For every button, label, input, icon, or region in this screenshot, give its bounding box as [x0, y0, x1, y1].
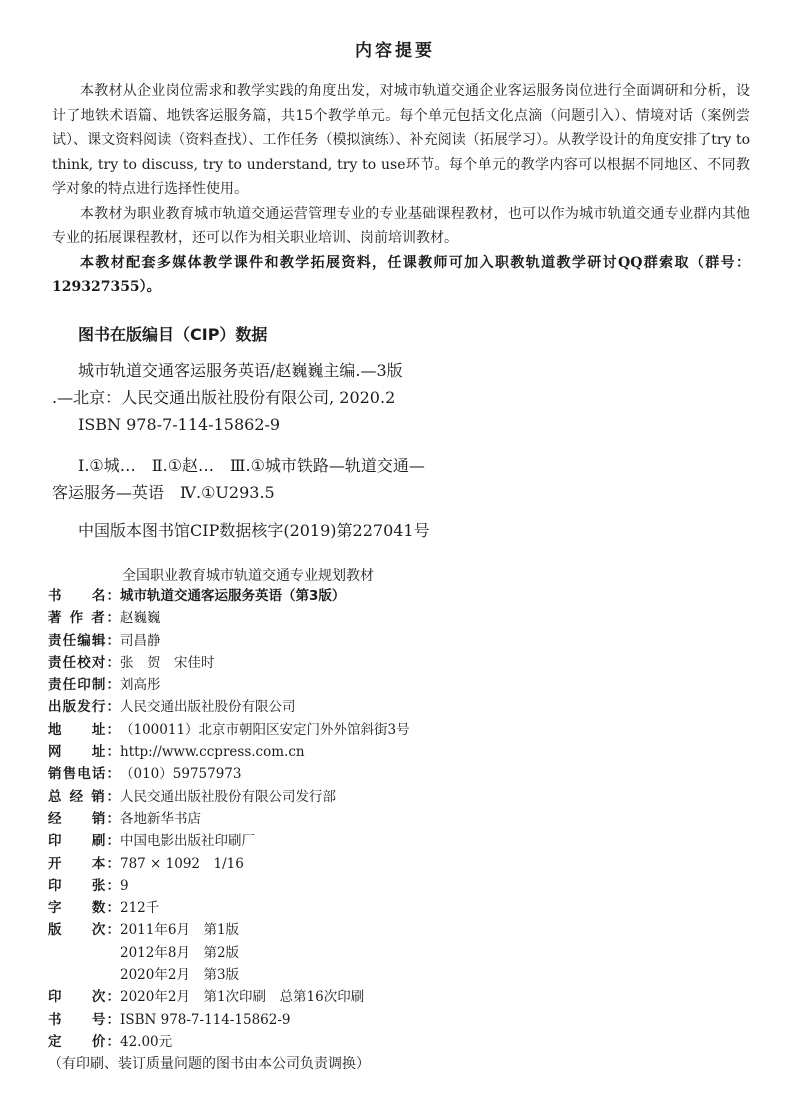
info-value: （010）59757973: [120, 766, 242, 783]
cip-line-isbn: ISBN 978-7-114-15862-9: [78, 415, 281, 434]
info-value: 司昌静: [120, 632, 161, 649]
cip-line-title: 城市轨道交通客运服务英语/赵巍巍主编.—3版: [78, 361, 403, 380]
info-row-author: [48, 607, 410, 629]
info-value: 中国电影出版社印刷厂: [120, 833, 255, 850]
summary-heading: 内容提要: [355, 41, 435, 61]
info-label: 书 名：: [48, 588, 120, 604]
cip-record: [52, 517, 430, 544]
info-label: 印 张：: [48, 877, 120, 894]
info-row-sales-phone: [48, 763, 410, 785]
cip-line-publisher: .—北京：人民交通出版社股份有限公司, 2020.2: [52, 388, 396, 407]
info-row-isbn: [48, 1009, 410, 1031]
info-label: 书 号：: [48, 1011, 120, 1028]
info-label-empty: [48, 964, 120, 986]
info-label: 印 次：: [48, 989, 120, 1006]
info-row-publisher: [48, 696, 410, 718]
info-row-edition-3: [48, 964, 410, 986]
series-name: 全国职业教育城市轨道交通专业规划教材: [122, 568, 374, 584]
info-value: 2020年2月 第1次印刷 总第16次印刷: [120, 989, 365, 1006]
info-value: 2011年6月 第1版: [120, 922, 240, 939]
summary-paragraph-2: 本教材为职业教育城市轨道交通运营管理专业的专业基础课程教材，也可以作为城市轨道交通专业群内其他专业的拓展课程教材，还可以作为相关职业培训、岗前培训教材。: [52, 205, 750, 246]
info-value: （100011）北京市朝阳区安定门外外馆斜街3号: [120, 721, 410, 738]
info-value: 各地新华书店: [120, 810, 201, 827]
info-value: http://www.ccpress.com.cn: [120, 744, 305, 761]
quality-note: （有印刷、装订质量问题的图书由本公司负责调换）: [48, 1056, 370, 1072]
info-value: 9: [120, 877, 129, 894]
info-row-word-count: [48, 897, 410, 919]
publication-info: [48, 585, 410, 1053]
cip-record-number: 中国版本图书馆CIP数据核字(2019)第227041号: [78, 521, 430, 540]
info-label: 定 价：: [48, 1033, 120, 1050]
cip-classification: [52, 452, 425, 506]
info-row-distributor: [48, 808, 410, 830]
info-label: 开 本：: [48, 855, 120, 872]
info-row-edition-2: [48, 942, 410, 964]
info-value: 城市轨道交通客运服务英语（第3版）: [120, 588, 346, 604]
info-label: 出版发行：: [48, 699, 120, 716]
info-label: 印 刷：: [48, 833, 120, 850]
info-row-edition: [48, 919, 410, 941]
info-row-format: [48, 853, 410, 875]
info-label: 责任校对：: [48, 654, 120, 671]
info-label: 总 经 销：: [48, 788, 120, 805]
info-value: 赵巍巍: [120, 610, 161, 627]
info-value: 2020年2月 第3版: [120, 967, 240, 984]
info-value: 2012年8月 第2版: [120, 944, 240, 961]
info-value: 212千: [120, 900, 160, 917]
info-value: 刘高彤: [120, 677, 161, 694]
info-label: 经 销：: [48, 810, 120, 827]
info-row-sheets: [48, 875, 410, 897]
info-row-price: [48, 1031, 410, 1053]
info-value: 人民交通出版社股份有限公司: [120, 699, 296, 716]
info-label: 销售电话：: [48, 766, 120, 783]
cip-bibliographic: [52, 357, 403, 438]
cip-title: 图书在版编目（CIP）数据: [78, 325, 268, 344]
info-value: 42.00元: [120, 1033, 173, 1050]
summary-section: [52, 79, 750, 300]
info-row-editor: [48, 630, 410, 652]
info-row-proofreader: [48, 652, 410, 674]
info-value: 787 × 1092 1/16: [120, 855, 244, 872]
info-row-general-distributor: [48, 786, 410, 808]
cip-class-line-2: 客运服务—英语 Ⅳ.①U293.5: [52, 483, 275, 502]
info-label: 版 次：: [48, 922, 120, 939]
info-label: 责任印制：: [48, 677, 120, 694]
info-row-title: [48, 585, 410, 607]
summary-paragraph-3: 本教材配套多媒体教学课件和教学拓展资料，任课教师可加入职教轨道教学研讨QQ群索取（群号：129327355）。: [52, 254, 750, 295]
info-label: 地 址：: [48, 721, 120, 738]
summary-paragraph-1: 本教材从企业岗位需求和教学实践的角度出发，对城市轨道交通企业客运服务岗位进行全面调研和分析，设计了地铁术语篇、地铁客运服务篇，共15个教学单元。每个单元包括文化点滴（问题引入）、情境对话（案例尝试）、课文资料阅读（资料查找）、工作任务（模拟演练）、补充阅读（拓展学习）。从教学设计的角度安排了try to think, try to discuss, try to understand, try to use环节。每个单元的教学内容可以根据不同地区、不同教学对象的特点进行选择性使用。: [52, 83, 750, 197]
info-value: ISBN 978-7-114-15862-9: [120, 1011, 291, 1028]
cip-class-line-1: Ⅰ.①城… Ⅱ.①赵… Ⅲ.①城市铁路—轨道交通—: [78, 456, 425, 475]
info-label: 网 址：: [48, 744, 120, 761]
info-value: 人民交通出版社股份有限公司发行部: [120, 788, 336, 805]
info-label: 责任编辑：: [48, 632, 120, 649]
info-row-printer: [48, 830, 410, 852]
info-label: 字 数：: [48, 900, 120, 917]
info-value: 张 贺 宋佳时: [120, 654, 215, 671]
info-row-printing-manager: [48, 674, 410, 696]
info-row-website: [48, 741, 410, 763]
info-row-address: [48, 719, 410, 741]
info-row-impression: [48, 986, 410, 1008]
info-label: 著 作 者：: [48, 610, 120, 627]
info-label-empty: [48, 942, 120, 964]
